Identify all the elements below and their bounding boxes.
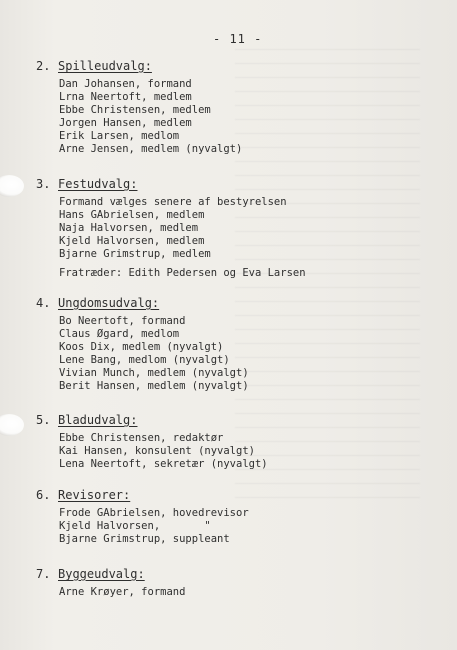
list-item: Bjarne Grimstrup, suppleant xyxy=(59,533,230,545)
list-item: Naja Halvorsen, medlem xyxy=(59,222,199,234)
section-byggeudvalg xyxy=(36,567,185,599)
page-number: - 11 - xyxy=(213,32,263,46)
list-item: Kjeld Halvorsen, " xyxy=(59,520,211,532)
list-item: Kjeld Halvorsen, medlem xyxy=(59,235,205,247)
member-list xyxy=(59,315,249,393)
section-number: 4. xyxy=(36,296,51,310)
member-list xyxy=(59,78,242,156)
member-list xyxy=(59,196,306,280)
resignation-note: Fratræder: Edith Pedersen og Eva Larsen xyxy=(59,267,306,279)
member-list xyxy=(59,432,268,471)
section-title: Revisorer: xyxy=(58,488,131,502)
list-item: Berit Hansen, medlem (nyvalgt) xyxy=(59,380,249,392)
list-item: Hans GAbrielsen, medlem xyxy=(59,209,205,221)
member-list xyxy=(59,586,185,599)
section-heading xyxy=(36,296,249,310)
list-item: Ebbe Christensen, medlem xyxy=(59,104,211,116)
list-item: Arne Jensen, medlem (nyvalgt) xyxy=(59,143,243,155)
list-item: Frode GAbrielsen, hovedrevisor xyxy=(59,507,249,519)
section-heading xyxy=(36,567,185,581)
list-item: Vivian Munch, medlem (nyvalgt) xyxy=(59,367,249,379)
section-number: 5. xyxy=(36,413,51,427)
list-item: Ebbe Christensen, redaktør xyxy=(59,432,224,444)
list-item: Claus Øgard, medlom xyxy=(59,328,180,340)
section-title: Ungdomsudvalg: xyxy=(58,296,160,310)
section-spilleudvalg xyxy=(36,59,242,156)
section-heading xyxy=(36,413,268,427)
section-festudvalg xyxy=(36,177,306,280)
list-item: Lrna Neertoft, medlem xyxy=(59,91,192,103)
section-number: 2. xyxy=(36,59,51,73)
list-item: Koos Dix, medlem (nyvalgt) xyxy=(59,341,224,353)
section-heading xyxy=(36,59,242,73)
list-item: Dan Johansen, formand xyxy=(59,78,192,90)
list-item: Lene Bang, medlom (nyvalgt) xyxy=(59,354,230,366)
section-title: Spilleudvalg: xyxy=(58,59,152,73)
section-heading xyxy=(36,488,249,502)
punch-hole xyxy=(0,175,24,197)
punch-hole xyxy=(0,414,24,436)
list-item: Formand vælges senere af bestyrelsen xyxy=(59,196,287,208)
member-list xyxy=(59,507,249,546)
section-number: 7. xyxy=(36,567,51,581)
section-heading xyxy=(36,177,306,191)
list-item: Arne Krøyer, formand xyxy=(59,586,186,598)
section-title: Festudvalg: xyxy=(58,177,138,191)
section-ungdomsudvalg xyxy=(36,296,249,393)
section-number: 3. xyxy=(36,177,51,191)
section-bladudvalg xyxy=(36,413,268,471)
section-title: Byggeudvalg: xyxy=(58,567,145,581)
section-revisorer xyxy=(36,488,249,546)
list-item: Bo Neertoft, formand xyxy=(59,315,186,327)
list-item: Bjarne Grimstrup, medlem xyxy=(59,248,211,260)
list-item: Kai Hansen, konsulent (nyvalgt) xyxy=(59,445,255,457)
section-title: Bladudvalg: xyxy=(58,413,138,427)
list-item: Lena Neertoft, sekretær (nyvalgt) xyxy=(59,458,268,470)
list-item: Erik Larsen, medlom xyxy=(59,130,180,142)
list-item: Jorgen Hansen, medlem xyxy=(59,117,192,129)
section-number: 6. xyxy=(36,488,51,502)
